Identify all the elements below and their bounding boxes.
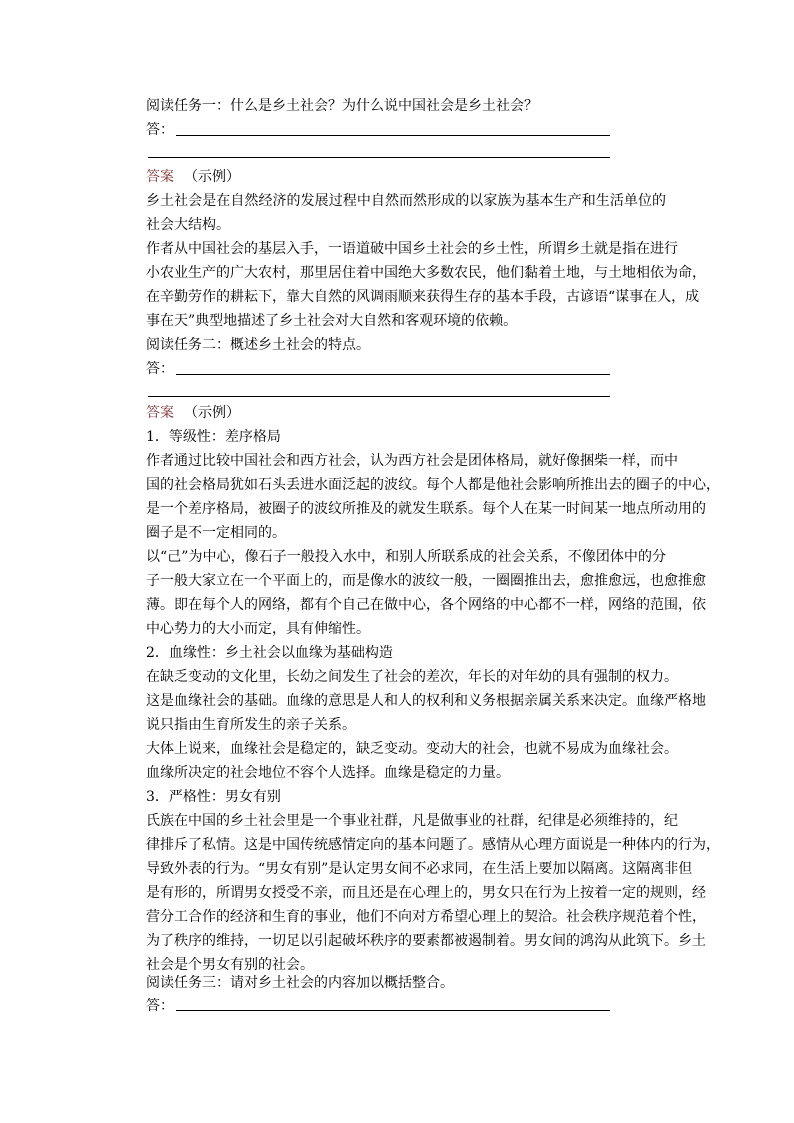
section-heading: 3．严格性：男女有别	[146, 789, 281, 805]
answer-text-line: 大体上说来，血缘社会是稳定的，缺乏变动。变动大的社会，也就不易成为血缘社会。	[146, 741, 678, 757]
answer-line	[148, 396, 610, 397]
answer-text-line: 事在天”典型地描述了乡土社会对大自然和客观环境的依赖。	[146, 313, 518, 329]
answer-line	[176, 1010, 610, 1011]
answer-text-line: 营分工合作的经济和生育的事业，他们不向对方希望心理上的契洽。社会秩序规范着个性，	[146, 909, 706, 925]
answer-text-line: 氏族在中国的乡土社会里是一个事业社群，凡是做事业的社群，纪律是必须维持的，纪	[146, 813, 678, 829]
task-1-question: 阅读任务一：什么是乡土社会？为什么说中国社会是乡土社会？	[146, 98, 538, 114]
answer-line	[176, 135, 610, 136]
answer-text-line: 社会是个男女有别的社会。	[146, 957, 314, 973]
answer-text-line: 是有形的，所谓男女授受不亲，而且还是在心理上的，男女只在行为上按着一定的规则，经	[146, 885, 706, 901]
answer-text-line: 作者从中国社会的基层入手，一语道破中国乡土社会的乡土性，所谓乡土就是指在进行	[146, 241, 678, 257]
answer-label: 答案	[146, 405, 174, 421]
answer-text-line: 律排斥了私情。这是中国传统感情定向的基本问题了。感情从心理方面说是一种体内的行为，	[146, 837, 720, 853]
answer-heading	[146, 168, 666, 186]
answer-text-line: 薄。即在每个人的网络，都有个自己在做中心，各个网络的中心都不一样，网络的范围，依	[146, 597, 706, 613]
answer-text-line: 是一个差序格局，被圈子的波纹所推及的就发生联系。每个人在某一时间某一地点所动用的	[146, 501, 706, 517]
example-label: （示例）	[184, 405, 240, 421]
answer-line	[176, 374, 610, 375]
answer-text-line: 国的社会格局犹如石头丢进水面泛起的波纹。每个人都是他社会影响所推出去的圈子的中心，	[146, 477, 720, 493]
task-3-answer-prompt: 答：	[146, 998, 174, 1014]
answer-text-line: 为了秩序的维持，一切足以引起破坏秩序的要素都被遏制着。男女间的鸿沟从此筑下。乡土	[146, 933, 706, 949]
answer-text-line: 中心势力的大小而定，具有伸缩性。	[146, 621, 370, 637]
answer-label: 答案	[146, 169, 174, 185]
answer-text-line: 圈子是不一定相同的。	[146, 525, 286, 541]
task-2-answer-prompt: 答：	[146, 361, 174, 377]
answer-text-line: 说只指由生育所发生的亲子关系。	[146, 717, 356, 733]
answer-line	[148, 157, 610, 158]
answer-text-line: 小农业生产的广大农村，那里居住着中国绝大多数农民，他们黏着土地，与土地相依为命，	[146, 265, 706, 281]
task-2-question: 阅读任务二：概述乡土社会的特点。	[146, 337, 370, 353]
answer-text-line: 乡土社会是在自然经济的发展过程中自然而然形成的以家族为基本生产和生活单位的	[146, 193, 666, 209]
section-heading: 1．等级性：差序格局	[146, 429, 281, 445]
example-label: （示例）	[184, 169, 240, 185]
task-3-question: 阅读任务三：请对乡土社会的内容加以概括整合。	[146, 975, 454, 991]
section-heading: 2．血缘性：乡土社会以血缘为基础构造	[146, 645, 393, 661]
answer-text-line: 子一般大家立在一个平面上的，而是像水的波纹一般，一圈圈推出去，愈推愈远，也愈推愈	[146, 573, 706, 589]
answer-text-line: 作者通过比较中国社会和西方社会，认为西方社会是团体格局，就好像捆柴一样，而中	[146, 453, 678, 469]
answer-text-line: 导致外表的行为。“男女有别”是认定男女间不必求同，在生活上要加以隔离。这隔离非但	[146, 861, 693, 877]
answer-text-line: 在辛勤劳作的耕耘下，靠大自然的风调雨顺来获得生存的基本手段，古谚语“谋事在人，成	[146, 289, 700, 305]
answer-text-line: 血缘所决定的社会地位不容个人选择。血缘是稳定的力量。	[146, 765, 510, 781]
answer-text-line: 在缺乏变动的文化里，长幼之间发生了社会的差次，年长的对年幼的具有强制的权力。	[146, 669, 678, 685]
answer-heading	[146, 404, 666, 422]
answer-text-line: 社会大结构。	[146, 217, 230, 233]
task-1-answer-prompt: 答：	[146, 122, 174, 138]
answer-text-line: 以“己”为中心，像石子一般投入水中，和别人所联系成的社会关系，不像团体中的分	[146, 549, 666, 565]
answer-text-line: 这是血缘社会的基础。血缘的意思是人和人的权利和义务根据亲属关系来决定。血缘严格地	[146, 693, 706, 709]
